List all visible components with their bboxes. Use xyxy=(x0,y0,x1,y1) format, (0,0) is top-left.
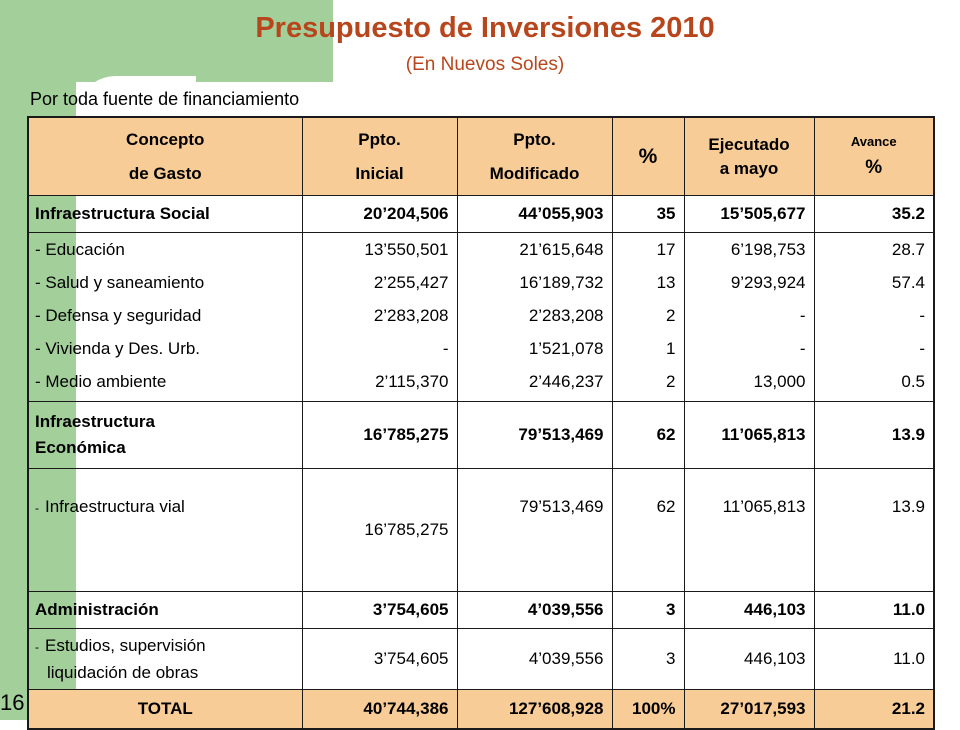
cell-inicial: 3’754,605 xyxy=(302,592,457,629)
cell-modificado-list: 21’615,648 16’189,732 2’283,208 1’521,078 2’446,237 xyxy=(457,233,612,402)
cell-ejecutado-list: 6’198,753 9’293,924 - - 13,000 xyxy=(684,233,814,402)
header-modificado: Ppto. Modificado xyxy=(457,117,612,196)
row-total xyxy=(28,690,934,730)
cell-porcentaje: 62 xyxy=(612,402,684,469)
cell-avance-list: 28.7 57.4 - - 0.5 xyxy=(814,233,934,402)
page-subtitle: (En Nuevos Soles) xyxy=(405,54,565,75)
cell-avance: 13.9 xyxy=(814,402,934,469)
list-item: - Salud y saneamiento xyxy=(35,273,205,292)
cell-porcentaje: 3 xyxy=(612,592,684,629)
cell-ejecutado: 446,103 xyxy=(684,592,814,629)
cell-inicial: 16’785,275 xyxy=(302,469,457,592)
list-item: - Medio ambiente xyxy=(35,372,167,391)
cell-ejecutado: 11’065,813 xyxy=(684,469,814,592)
cell-inicial: 40’744,386 xyxy=(302,690,457,730)
page-title: Presupuesto de Inversiones 2010 xyxy=(255,12,715,44)
cell-porcentaje-list: 17 13 2 1 2 xyxy=(612,233,684,402)
cell-concepto-list xyxy=(28,233,302,402)
row-estudios-supervision xyxy=(28,629,934,690)
budget-table xyxy=(27,116,935,730)
cell-ejecutado: 15’505,677 xyxy=(684,196,814,233)
table-caption: Por toda fuente de financiamiento xyxy=(30,89,300,109)
page-number: 16 xyxy=(0,690,25,715)
cell-inicial-list: 13’550,501 2’255,427 2’283,208 - 2’115,370 xyxy=(302,233,457,402)
cell-concepto: Infraestructura Económica xyxy=(28,402,302,469)
cell-modificado: 79’513,469 xyxy=(457,469,612,592)
cell-ejecutado: 11’065,813 xyxy=(684,402,814,469)
cell-porcentaje: 35 xyxy=(612,196,684,233)
header-avance: Avance % xyxy=(814,117,934,196)
cell-modificado: 79’513,469 xyxy=(457,402,612,469)
cell-inicial: 3’754,605 xyxy=(302,629,457,690)
header-porcentaje: % xyxy=(612,117,684,196)
cell-modificado: 127’608,928 xyxy=(457,690,612,730)
header-ejecutado: Ejecutado a mayo xyxy=(684,117,814,196)
header-inicial: Ppto. Inicial xyxy=(302,117,457,196)
cell-porcentaje: 100% xyxy=(612,690,684,730)
row-infraestructura-vial xyxy=(28,469,934,592)
header-concepto: Concepto de Gasto xyxy=(28,117,302,196)
cell-concepto: TOTAL xyxy=(28,690,302,730)
cell-avance: 11.0 xyxy=(814,592,934,629)
rows-social-detail xyxy=(28,233,934,402)
cell-concepto: - Estudios, supervisión liquidación de obras xyxy=(28,629,302,690)
cell-avance: 13.9 xyxy=(814,469,934,592)
cell-modificado: 4’039,556 xyxy=(457,592,612,629)
cell-inicial: 16’785,275 xyxy=(302,402,457,469)
cell-porcentaje: 3 xyxy=(612,629,684,690)
cell-concepto: - Infraestructura vial xyxy=(28,469,302,592)
cell-avance: 35.2 xyxy=(814,196,934,233)
list-item: - Vivienda y Des. Urb. xyxy=(35,339,201,358)
list-item: - Educación xyxy=(35,240,125,259)
cell-porcentaje: 62 xyxy=(612,469,684,592)
cell-inicial: 20’204,506 xyxy=(302,196,457,233)
row-infraestructura-economica xyxy=(28,402,934,469)
cell-modificado: 44’055,903 xyxy=(457,196,612,233)
list-item: - Defensa y seguridad xyxy=(35,306,202,325)
cell-avance: 21.2 xyxy=(814,690,934,730)
row-administracion xyxy=(28,592,934,629)
cell-ejecutado: 27’017,593 xyxy=(684,690,814,730)
cell-avance: 11.0 xyxy=(814,629,934,690)
cell-ejecutado: 446,103 xyxy=(684,629,814,690)
table-header-row xyxy=(28,117,934,196)
row-infraestructura-social xyxy=(28,196,934,233)
cell-concepto: Administración xyxy=(28,592,302,629)
cell-concepto: Infraestructura Social xyxy=(28,196,302,233)
cell-modificado: 4’039,556 xyxy=(457,629,612,690)
